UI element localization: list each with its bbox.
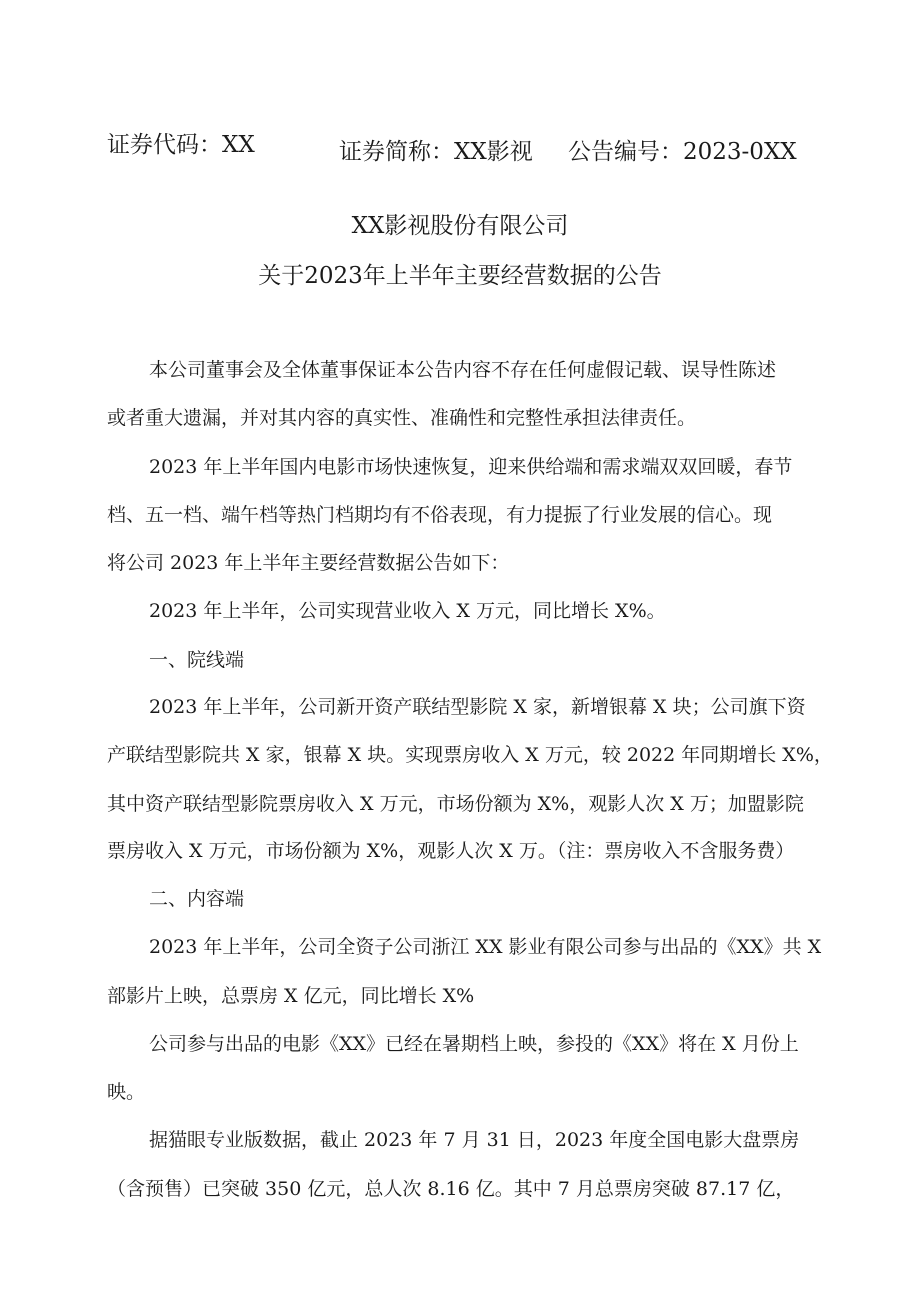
paragraph-line: 产联结型影院共 X 家，银幕 X 块。实现票房收入 X 万元，较 2022 年同期增长 X%， — [107, 744, 833, 766]
stock-code: 证券代码：XX — [107, 132, 255, 158]
paragraph-line: 将公司 2023 年上半年主要经营数据公告如下： — [107, 552, 510, 574]
section-heading: 一、院线端 — [149, 649, 245, 671]
announcement-subject: 关于2023年上半年主要经营数据的公告 — [258, 263, 662, 289]
paragraph-line: （含预售）已突破 350 亿元，总人次 8.16 亿。其中 7 月总票房突破 87.17 亿， — [107, 1178, 795, 1200]
stock-name: 证券简称：XX影视 — [339, 139, 533, 165]
paragraph-line: 档、五一档、端午档等热门档期均有不俗表现，有力提振了行业发展的信心。现 — [107, 504, 773, 526]
paragraph-line: 映。 — [107, 1081, 146, 1103]
paragraph-line: 其中资产联结型影院票房收入 X 万元，市场份额为 X%，观影人次 X 万；加盟影院 — [107, 793, 804, 815]
paragraph-line: 部影片上映，总票房 X 亿元，同比增长 X% — [107, 985, 475, 1007]
paragraph-line: 公司参与出品的电影《XX》已经在暑期档上映，参投的《XX》将在 X 月份上 — [149, 1033, 799, 1055]
company-title: XX影视股份有限公司 — [351, 213, 569, 239]
section-heading: 二、内容端 — [149, 888, 245, 910]
paragraph-line: 2023 年上半年国内电影市场快速恢复，迎来供给端和需求端双双回暖，春节 — [149, 456, 793, 478]
paragraph-line: 票房收入 X 万元，市场份额为 X%，观影人次 X 万。（注：票房收入不含服务费） — [107, 840, 795, 862]
paragraph-line: 或者重大遗漏，并对其内容的真实性、准确性和完整性承担法律责任。 — [107, 407, 697, 429]
paragraph-line: 2023 年上半年，公司实现营业收入 X 万元，同比增长 X%。 — [149, 600, 666, 622]
paragraph-line: 本公司董事会及全体董事保证本公告内容不存在任何虚假记载、误导性陈述 — [149, 359, 777, 381]
paragraph-line: 2023 年上半年，公司全资子公司浙江 XX 影业有限公司参与出品的《XX》共 X — [149, 936, 822, 958]
paragraph-line: 2023 年上半年，公司新开资产联结型影院 X 家，新增银幕 X 块；公司旗下资 — [149, 696, 806, 718]
announcement-number: 公告编号：2023-0XX — [568, 139, 797, 165]
paragraph-line: 据猫眼专业版数据，截止 2023 年 7 月 31 日，2023 年度全国电影大盘票房 — [149, 1129, 800, 1151]
